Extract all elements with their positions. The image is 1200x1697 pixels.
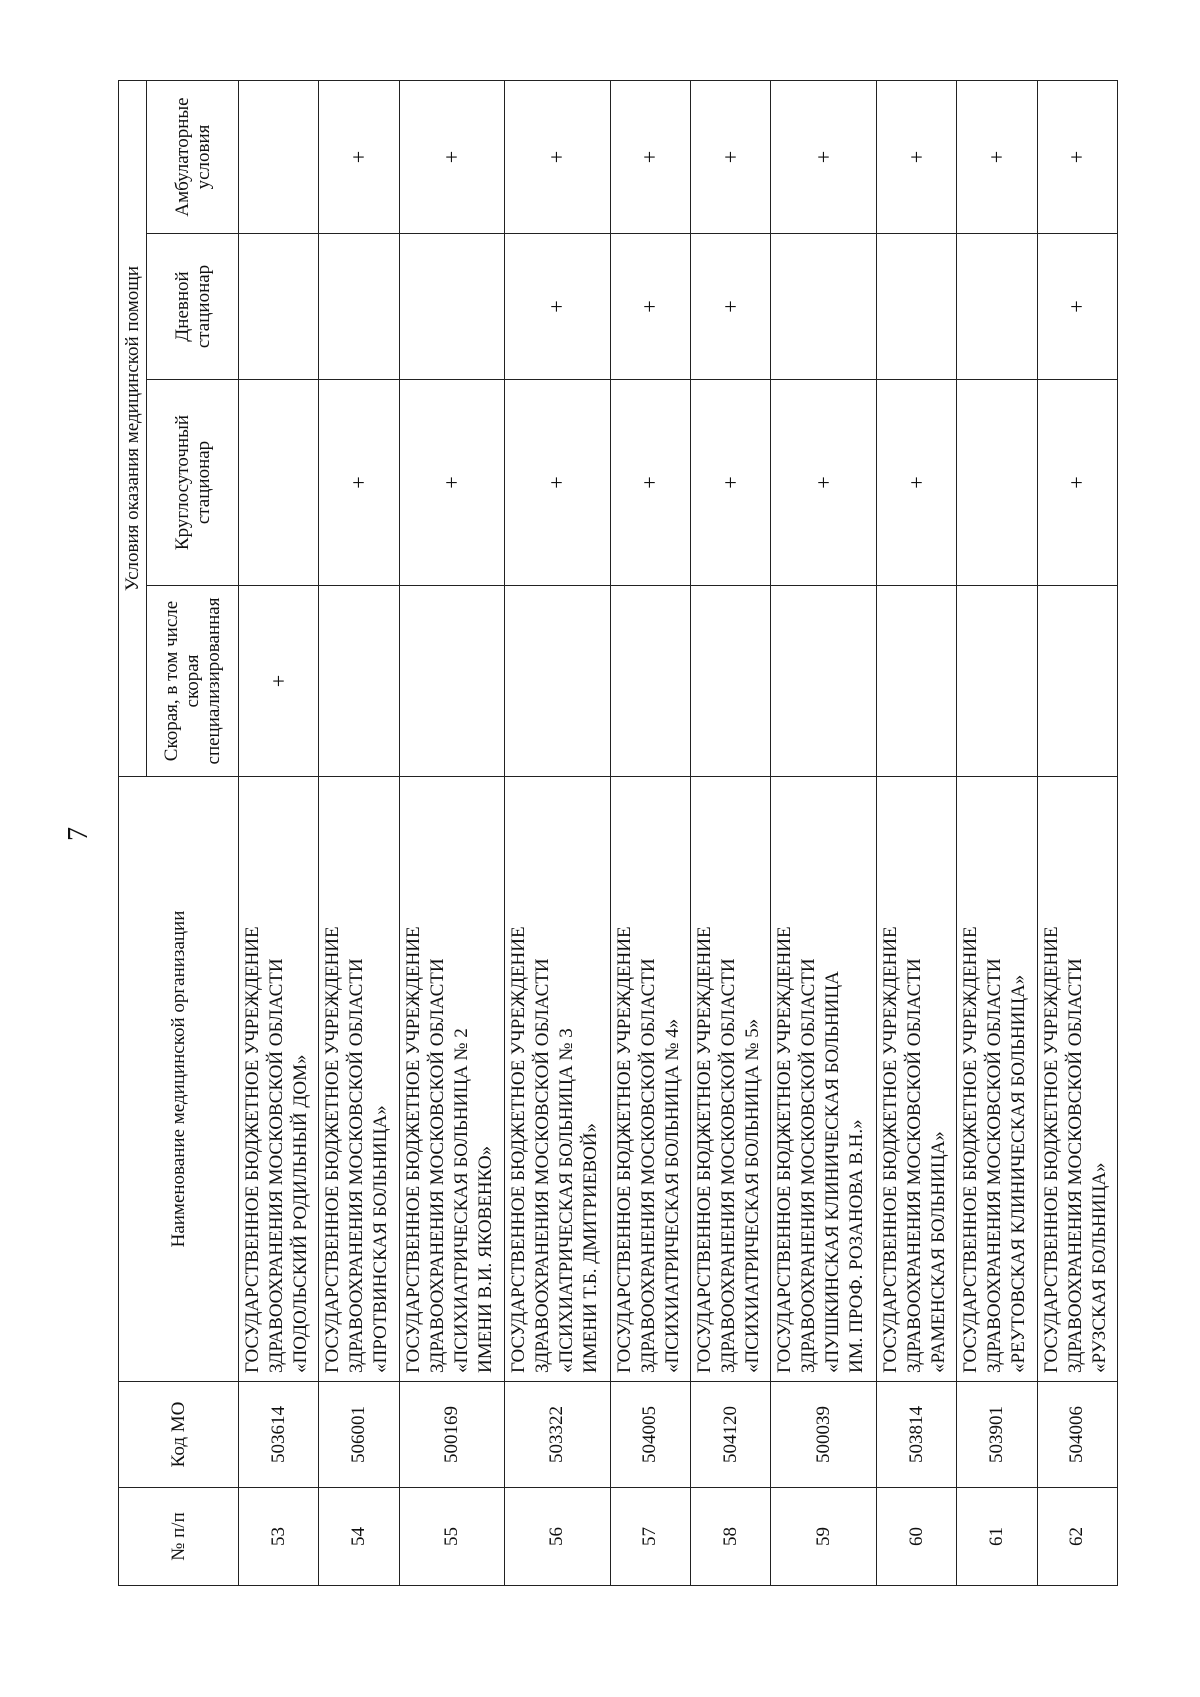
row-organization-name: [239, 777, 319, 1382]
row-organization-name: [399, 777, 504, 1382]
row-num: 55: [399, 1488, 504, 1586]
table-row: [876, 80, 956, 1585]
medical-organizations-table: [118, 80, 1118, 1586]
organization-name-line: ГОСУДАРСТВЕННОЕ БЮДЖЕТНОЕ УЧРЕЖДЕНИЕ: [960, 926, 982, 1373]
organization-name-line: ГОСУДАРСТВЕННОЕ БЮДЖЕТНОЕ УЧРЕЖДЕНИЕ: [508, 926, 530, 1373]
table-row: [691, 80, 771, 1585]
row-organization-name: [1037, 777, 1117, 1382]
row-code: 504006: [1037, 1382, 1117, 1488]
row-organization-name: [957, 777, 1037, 1382]
row-day-hospital-mark: [239, 234, 319, 380]
organization-name-line: ЗДРАВООХРАНЕНИЯ МОСКОВСКОЙ ОБЛАСТИ: [984, 958, 1006, 1373]
organization-name-line: «РЕУТОВСКАЯ КЛИНИЧЕСКАЯ БОЛЬНИЦА»: [1008, 974, 1030, 1373]
organization-name-line: ЗДРАВООХРАНЕНИЯ МОСКОВСКОЙ ОБЛАСТИ: [798, 958, 820, 1373]
header-name: Наименование медицинской организации: [119, 777, 239, 1382]
row-code: 503814: [876, 1382, 956, 1488]
row-organization-name: [505, 777, 610, 1382]
row-emergency-mark: [691, 586, 771, 777]
organization-name-line: ЗДРАВООХРАНЕНИЯ МОСКОВСКОЙ ОБЛАСТИ: [346, 958, 368, 1373]
row-day-hospital-mark: +: [691, 234, 771, 380]
row-day-hospital-mark: [771, 234, 876, 380]
page-number: 7: [63, 827, 94, 841]
row-code: 500169: [399, 1382, 504, 1488]
row-round-the-clock-mark: [239, 380, 319, 586]
organization-name-line: ЗДРАВООХРАНЕНИЯ МОСКОВСКОЙ ОБЛАСТИ: [903, 958, 925, 1373]
header-num: № п/п: [119, 1488, 239, 1586]
row-round-the-clock-mark: +: [319, 380, 399, 586]
medical-organizations-table-frame: [118, 81, 1118, 1586]
row-code: 503614: [239, 1382, 319, 1488]
organization-name-line: «ПСИХИАТРИЧЕСКАЯ БОЛЬНИЦА № 2: [450, 1028, 472, 1373]
row-code: 504005: [610, 1382, 690, 1488]
row-code: 504120: [691, 1382, 771, 1488]
row-emergency-mark: [957, 586, 1037, 777]
table-row: [1037, 80, 1117, 1585]
organization-name-line: ГОСУДАРСТВЕННОЕ БЮДЖЕТНОЕ УЧРЕЖДЕНИЕ: [402, 926, 424, 1373]
organization-name-line: «ПОДОЛЬСКИЙ РОДИЛЬНЫЙ ДОМ»: [290, 1054, 311, 1373]
organization-name-line: ЗДРАВООХРАНЕНИЯ МОСКОВСКОЙ ОБЛАСТИ: [1064, 958, 1086, 1373]
organization-name-line: «ПСИХИАТРИЧЕСКАЯ БОЛЬНИЦА № 3: [556, 1028, 578, 1373]
row-emergency-mark: [505, 586, 610, 777]
table-row: [399, 80, 504, 1585]
header-code: Код МО: [119, 1382, 239, 1488]
row-round-the-clock-mark: [957, 380, 1037, 586]
row-outpatient-mark: +: [691, 80, 771, 233]
row-day-hospital-mark: [319, 234, 399, 380]
row-num: 56: [505, 1488, 610, 1586]
row-round-the-clock-mark: +: [876, 380, 956, 586]
row-day-hospital-mark: +: [505, 234, 610, 380]
organization-name-line: «ПСИХИАТРИЧЕСКАЯ БОЛЬНИЦА № 4»: [661, 1018, 683, 1373]
row-emergency-mark: [319, 586, 399, 777]
row-code: 503901: [957, 1382, 1037, 1488]
organization-name-line: «РАМЕНСКАЯ БОЛЬНИЦА»: [927, 1131, 949, 1373]
table-header-row-1: [119, 80, 147, 1585]
row-organization-name: [691, 777, 771, 1382]
organization-name-line: ГОСУДАРСТВЕННОЕ БЮДЖЕТНОЕ УЧРЕЖДЕНИЕ: [613, 926, 635, 1373]
row-code: 506001: [319, 1382, 399, 1488]
row-day-hospital-mark: [399, 234, 504, 380]
row-num: 61: [957, 1488, 1037, 1586]
row-round-the-clock-mark: +: [505, 380, 610, 586]
row-num: 57: [610, 1488, 690, 1586]
row-num: 58: [691, 1488, 771, 1586]
row-round-the-clock-mark: +: [691, 380, 771, 586]
organization-name-line: «ПУШКИНСКАЯ КЛИНИЧЕСКАЯ БОЛЬНИЦА: [822, 971, 844, 1373]
row-round-the-clock-mark: +: [399, 380, 504, 586]
row-round-the-clock-mark: +: [610, 380, 690, 586]
organization-name-line: «ПСИХИАТРИЧЕСКАЯ БОЛЬНИЦА № 5»: [742, 1018, 763, 1373]
organization-name-line: ГОСУДАРСТВЕННОЕ БЮДЖЕТНОЕ УЧРЕЖДЕНИЕ: [242, 926, 263, 1373]
organization-name-line: ГОСУДАРСТВЕННОЕ БЮДЖЕТНОЕ УЧРЕЖДЕНИЕ: [694, 926, 715, 1373]
row-emergency-mark: [610, 586, 690, 777]
organization-name-line: ЗДРАВООХРАНЕНИЯ МОСКОВСКОЙ ОБЛАСТИ: [718, 958, 739, 1373]
organization-name-line: ГОСУДАРСТВЕННОЕ БЮДЖЕТНОЕ УЧРЕЖДЕНИЕ: [322, 926, 344, 1373]
row-outpatient-mark: [239, 80, 319, 233]
organization-name-line: ГОСУДАРСТВЕННОЕ БЮДЖЕТНОЕ УЧРЕЖДЕНИЕ: [1040, 926, 1062, 1373]
row-emergency-mark: [876, 586, 956, 777]
organization-name-line: ЗДРАВООХРАНЕНИЯ МОСКОВСКОЙ ОБЛАСТИ: [637, 958, 659, 1373]
header-outpatient: Амбулаторные условия: [147, 80, 239, 233]
row-round-the-clock-mark: +: [771, 380, 876, 586]
row-emergency-mark: [399, 586, 504, 777]
row-outpatient-mark: +: [319, 80, 399, 233]
table-row: [610, 80, 690, 1585]
organization-name-line: ГОСУДАРСТВЕННОЕ БЮДЖЕТНОЕ УЧРЕЖДЕНИЕ: [879, 926, 901, 1373]
row-organization-name: [771, 777, 876, 1382]
organization-name-line: «ПРОТВИНСКАЯ БОЛЬНИЦА»: [370, 1105, 392, 1373]
table-row: [319, 80, 399, 1585]
row-outpatient-mark: +: [610, 80, 690, 233]
row-organization-name: [319, 777, 399, 1382]
organization-name-line: ЗДРАВООХРАНЕНИЯ МОСКОВСКОЙ ОБЛАСТИ: [426, 958, 448, 1373]
row-organization-name: [610, 777, 690, 1382]
table-row: [505, 80, 610, 1585]
row-outpatient-mark: +: [876, 80, 956, 233]
organization-name-line: ГОСУДАРСТВЕННОЕ БЮДЖЕТНОЕ УЧРЕЖДЕНИЕ: [774, 926, 796, 1373]
table-row: [239, 80, 319, 1585]
row-num: 54: [319, 1488, 399, 1586]
header-day-hospital: Дневной стационар: [147, 234, 239, 380]
header-conditions-group: Условия оказания медицинской помощи: [119, 80, 147, 776]
row-num: 53: [239, 1488, 319, 1586]
row-num: 60: [876, 1488, 956, 1586]
table-row: [957, 80, 1037, 1585]
row-num: 59: [771, 1488, 876, 1586]
row-day-hospital-mark: +: [1037, 234, 1117, 380]
row-emergency-mark: [771, 586, 876, 777]
row-emergency-mark: +: [239, 586, 319, 777]
row-outpatient-mark: +: [771, 80, 876, 233]
header-round-the-clock: Круглосуточный стационар: [147, 380, 239, 586]
organization-name-line: ИМ. ПРОФ. РОЗАНОВА В.Н.»: [846, 1119, 868, 1373]
row-outpatient-mark: +: [957, 80, 1037, 233]
row-code: 500039: [771, 1382, 876, 1488]
row-emergency-mark: [1037, 586, 1117, 777]
organization-name-line: ИМЕНИ Т.Б. ДМИТРИЕВОЙ»: [580, 1123, 602, 1373]
row-day-hospital-mark: [957, 234, 1037, 380]
organization-name-line: ИМЕНИ В.И. ЯКОВЕНКО»: [474, 1145, 496, 1373]
row-outpatient-mark: +: [1037, 80, 1117, 233]
row-num: 62: [1037, 1488, 1117, 1586]
row-organization-name: [876, 777, 956, 1382]
row-outpatient-mark: +: [399, 80, 504, 233]
organization-name-line: ЗДРАВООХРАНЕНИЯ МОСКОВСКОЙ ОБЛАСТИ: [266, 958, 287, 1373]
row-day-hospital-mark: +: [610, 234, 690, 380]
table-row: [771, 80, 876, 1585]
header-emergency: Скорая, в том числе скорая специализированная: [147, 586, 239, 777]
row-day-hospital-mark: [876, 234, 956, 380]
organization-name-line: ЗДРАВООХРАНЕНИЯ МОСКОВСКОЙ ОБЛАСТИ: [532, 958, 554, 1373]
row-code: 503322: [505, 1382, 610, 1488]
row-outpatient-mark: +: [505, 80, 610, 233]
organization-name-line: «РУЗСКАЯ БОЛЬНИЦА»: [1088, 1162, 1110, 1373]
table-body: [239, 80, 1118, 1585]
row-round-the-clock-mark: +: [1037, 380, 1117, 586]
